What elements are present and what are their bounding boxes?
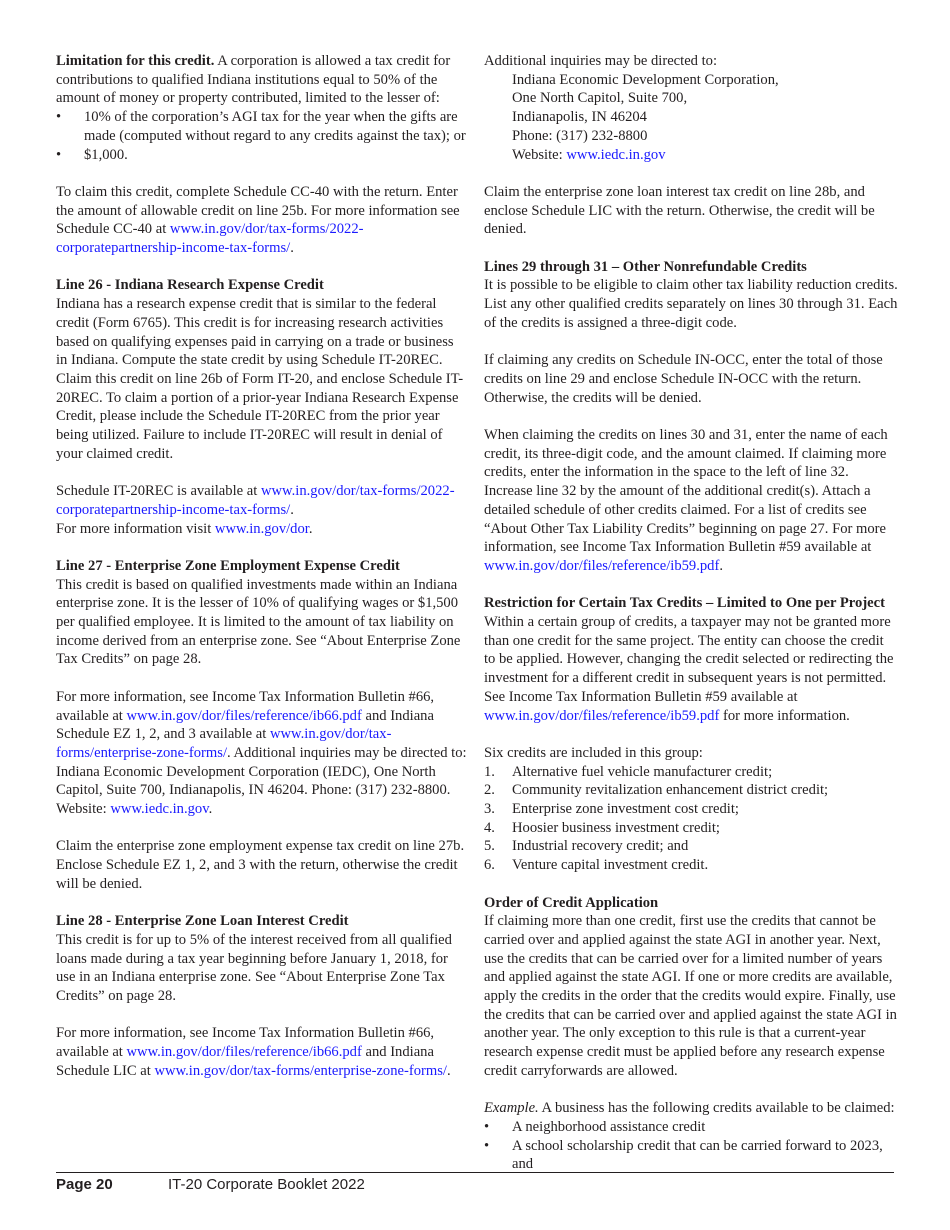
list-item: • A neighborhood assistance credit [484, 1118, 898, 1137]
list-item: 6. Venture capital investment credit. [484, 857, 709, 874]
line27-heading: Line 27 - Enterprise Zone Employment Expense Credit [56, 557, 400, 574]
line27-info-paragraph: For more information, see Income Tax Information Bulletin #66, available at www.in.gov/dor/files/reference/ib66.pdf and Indiana Schedule EZ 1, 2, and 3 available at www.in.gov/dor/tax-forms/enterprise-zone-forms/. Additional inquiries may be directed to: Indiana Economic Development Corporation (IEDC), One North Capitol, Suite 700, Indianapolis, IN 46204. Phone: (317) 232-8800. Website: www.iedc.in.gov. [56, 688, 467, 818]
right-column [484, 52, 898, 1174]
cc40-forms-link[interactable]: www.in.gov/dor/tax-forms/2022-corporatepartnership-income-tax-forms/ [56, 221, 364, 257]
page-number: Page 20 [56, 1176, 113, 1193]
limitation-list [56, 108, 468, 164]
restriction-heading: Restriction for Certain Tax Credits – Limited to One per Project [484, 595, 885, 612]
limitation-heading: Limitation for this credit. [56, 53, 215, 69]
it20rec-paragraph: Schedule IT-20REC is available at www.in.gov/dor/tax-forms/2022-corporatepartnership-income-tax-forms/. For more information visit www.in.gov/dor. [56, 483, 455, 537]
list-item: 5. Industrial recovery credit; and [484, 838, 689, 855]
line27-paragraph: This credit is based on qualified investments made within an Indiana enterprise zone. It is the lesser of 10% of qualifying wages or $1,500 per qualified employee. It is limited to the amount of tax liability on income derived from an enterprise zone. See “About Enterprise Zone Tax Credits” on page 28. [56, 576, 461, 668]
left-column [56, 52, 468, 1081]
iedc-link[interactable]: www.iedc.in.gov [110, 801, 209, 818]
cc40-paragraph: To claim this credit, complete Schedule CC-40 with the return. Enter the amount of allowable credit on line 25b. For more information see Schedule CC-40 at www.in.gov/dor/tax-forms/2022-corporatepartnership-income-tax-forms/. [56, 183, 460, 257]
line28-info-paragraph: For more information, see Income Tax Information Bulletin #66, available at www.in.gov/dor/files/reference/ib66.pdf and Indiana Schedule LIC at www.in.gov/dor/tax-forms/enterprise-zone-forms/. [56, 1025, 451, 1079]
claiming-paragraph: When claiming the credits on lines 30 and 31, enter the name of each credit, its three-digit code, and the amount claimed. If claiming more credits, enter the information in the space to the left of line 32. Increase line 32 by the amount of the additional credit(s). Attach a detailed schedule of other credits claimed. For a list of credits see “About Other Tax Liability Credits” beginning on page 27. For more information, see Income Tax Information Bulletin #59 available at www.in.gov/dor/files/reference/ib59.pdf. [484, 427, 888, 574]
list-item: • A school scholarship credit that can be carried forward to 2023, and [484, 1137, 898, 1174]
six-credits-intro: Six credits are included in this group: [484, 744, 703, 761]
example-list [484, 1118, 898, 1174]
ib66-link[interactable]: www.in.gov/dor/files/reference/ib66.pdf [126, 707, 362, 724]
inquiries-line: Phone: (317) 232-8800 [512, 127, 648, 144]
list-item: • $1,000. [56, 146, 468, 165]
footer-rule [56, 1172, 894, 1173]
ib66-link-2[interactable]: www.in.gov/dor/files/reference/ib66.pdf [126, 1044, 362, 1061]
order-paragraph: If claiming more than one credit, first use the credits that cannot be carried over and applied against the state AGI in another year. Next, use the credits that can be carried over for a limited number of years and applied against the state AGI. If one or more credits are available, apply the credits in the order that the credits would expire. Finally, use the credits that can be carried over and applied against the state AGI in another year. The only exception to this rule is that a current-year research expense credit must be applied before any research expense credit carryforwards are allowed. [484, 913, 897, 1079]
inquiries-line: Indiana Economic Development Corporation, [512, 71, 779, 88]
inquiries-intro: Additional inquiries may be directed to: [484, 53, 718, 69]
credits-list [484, 763, 898, 875]
inquiries-website: Website: www.iedc.in.gov [512, 146, 666, 163]
list-item: 4. Hoosier business investment credit; [484, 819, 720, 836]
ib59-link-2[interactable]: www.in.gov/dor/files/reference/ib59.pdf [484, 707, 720, 724]
line26-paragraph: Indiana has a research expense credit that is similar to the federal credit (Form 6765). This credit is for increasing research activities based on qualifying expenses paid in carrying on a trade or business in Indiana. Compute the state credit by using Schedule IT-20REC. Claim this credit on line 26b of Form IT-20, and enclose Schedule IT-20REC. To claim a portion of a prior-year Indiana Research Expense Credit, please include the Schedule IT-20REC from the prior year being utilized. Failure to include IT-20REC will result in denial of your claimed credit. [56, 296, 464, 462]
line26-heading: Line 26 - Indiana Research Expense Credit [56, 277, 324, 294]
restriction-paragraph: Within a certain group of credits, a taxpayer may not be granted more than one credit for the same project. The entity can choose the credit to be applied. However, changing the credit selected or redirecting the investment for a different credit in subsequent years is not permitted. See Income Tax Information Bulletin #59 available at www.in.gov/dor/files/reference/ib59.pdf for more information. [484, 614, 894, 724]
inquiries-line: Indianapolis, IN 46204 [512, 109, 647, 126]
occ-paragraph: If claiming any credits on Schedule IN-OCC, enter the total of those credits on line 29 and enclose Schedule IN-OCC with the return. Otherwise, the credits will be denied. [484, 352, 883, 406]
list-item: • 10% of the corporation’s AGI tax for the year when the gifts are made (computed without regard to any credits against the tax); or [56, 108, 468, 145]
line28-paragraph: This credit is for up to 5% of the interest received from all qualified loans made during a tax year beginning before January 1, 2018, for use in an Indiana enterprise zone. See “About Enterprise Zone Tax Credits” on page 28. [56, 931, 452, 1005]
ez-forms-link-2[interactable]: www.in.gov/dor/tax-forms/enterprise-zone-forms/ [154, 1062, 447, 1079]
inquiries-line: One North Capitol, Suite 700, [512, 90, 688, 107]
line27-claim-paragraph: Claim the enterprise zone employment expense tax credit on line 27b. Enclose Schedule EZ 1, 2, and 3 with the return, otherwise the credit will be denied. [56, 838, 465, 892]
booklet-title: IT-20 Corporate Booklet 2022 [168, 1176, 365, 1193]
list-item: 1. Alternative fuel vehicle manufacturer credit; [484, 763, 773, 780]
claim-lic-paragraph: Claim the enterprise zone loan interest tax credit on line 28b, and enclose Schedule LIC with the return. Otherwise, the credit will be denied. [484, 183, 875, 238]
line28-heading: Line 28 - Enterprise Zone Loan Interest Credit [56, 913, 349, 930]
order-heading: Order of Credit Application [484, 894, 659, 911]
ez-forms-link[interactable]: www.in.gov/dor/tax-forms/enterprise-zone-forms/ [56, 726, 392, 761]
list-item: 3. Enterprise zone investment cost credit; [484, 801, 739, 818]
it20rec-forms-link[interactable]: www.in.gov/dor/tax-forms/2022-corporatepartnership-income-tax-forms/ [56, 483, 455, 518]
example-paragraph: Example. A business has the following credits available to be claimed: [484, 1100, 895, 1117]
iedc-website-link[interactable]: www.iedc.in.gov [566, 146, 666, 163]
list-item: 2. Community revitalization enhancement district credit; [484, 782, 829, 799]
page-footer [56, 1176, 365, 1194]
lines29-31-heading: Lines 29 through 31 – Other Nonrefundable Credits [484, 258, 807, 275]
dor-link[interactable]: www.in.gov/dor [214, 520, 309, 537]
lines29-31-paragraph: It is possible to be eligible to claim other tax liability reduction credits. List any other qualified credits separately on lines 30 through 31. Each of the credits is assigned a three-digit code. [484, 277, 898, 331]
ib59-link[interactable]: www.in.gov/dor/files/reference/ib59.pdf [484, 557, 720, 574]
limitation-paragraph: Limitation for this credit. A corporation is allowed a tax credit for contributions to qualified Indiana institutions equal to 50% of the amount of money or property contributed, limited to the lesser of: [56, 53, 451, 107]
